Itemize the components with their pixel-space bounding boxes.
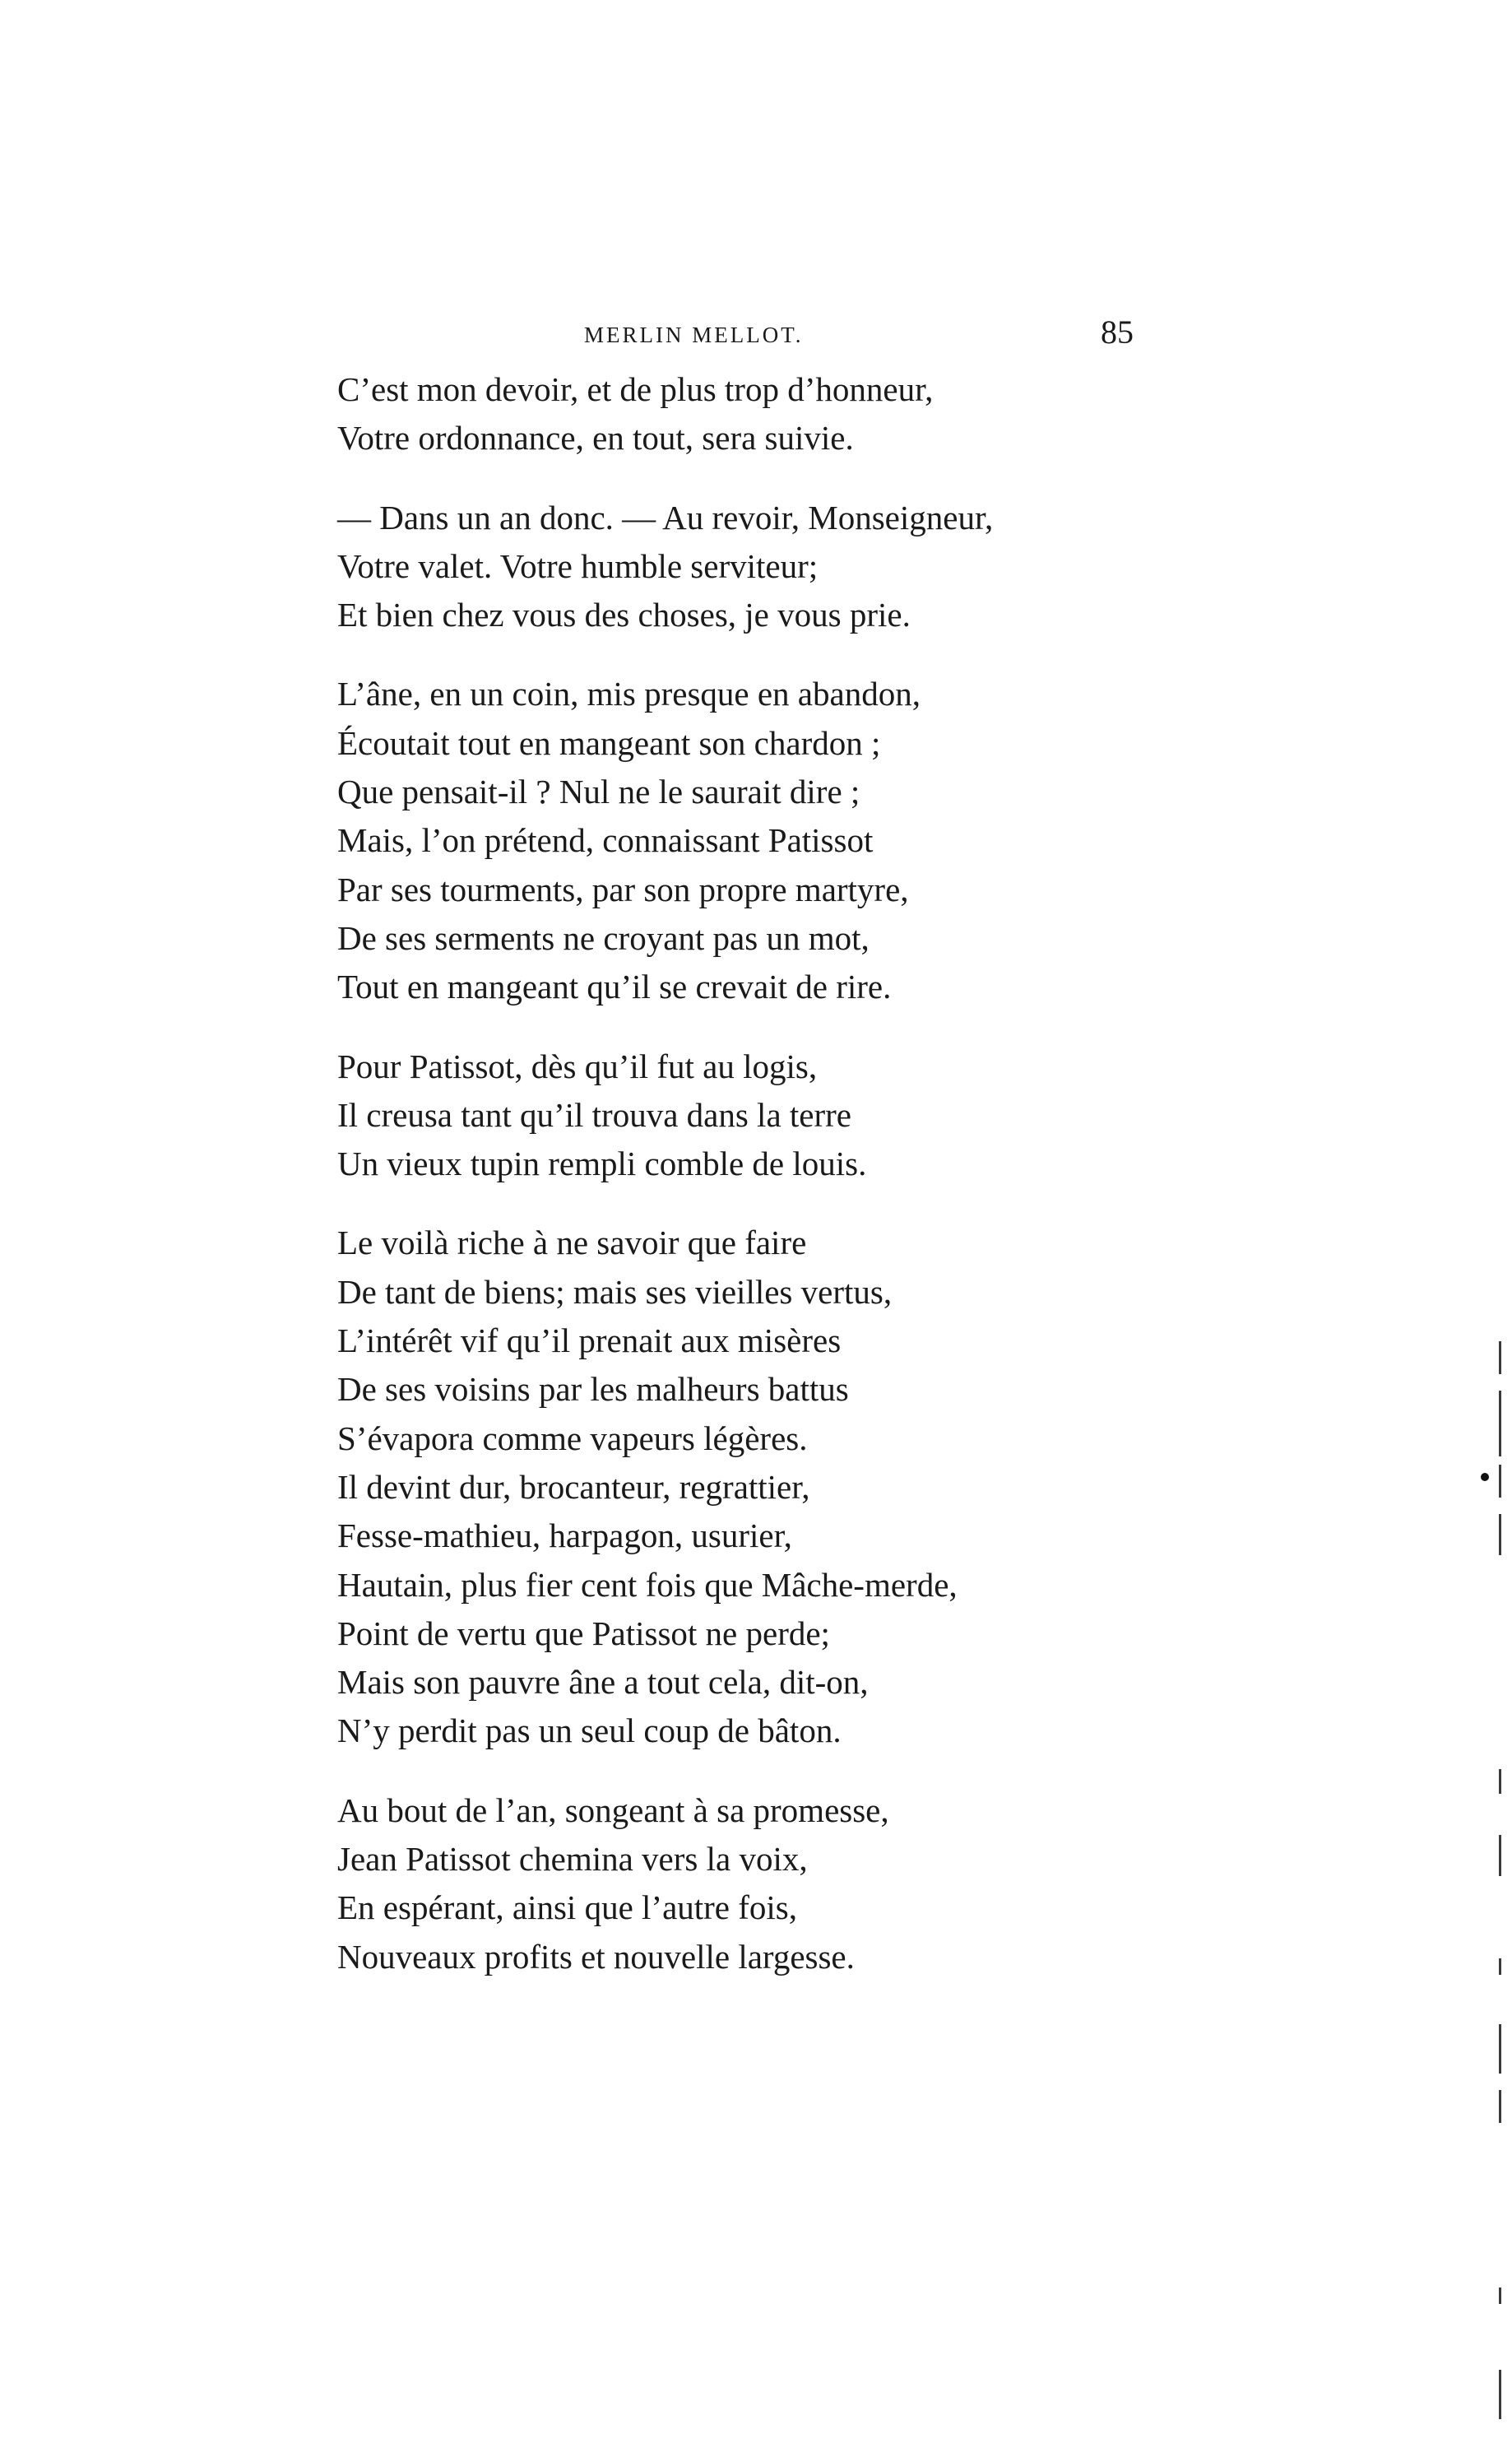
verse-line: Au bout de l’an, songeant à sa promesse,: [337, 1790, 889, 1829]
verse-line: Nouveaux profits et nouvelle largesse.: [337, 1937, 855, 1976]
scan-margin-mark: [1499, 1341, 1501, 1374]
verse-line: De ses voisins par les malheurs battus: [337, 1370, 849, 1409]
scan-margin-mark: [1499, 1391, 1501, 1456]
stanza: [337, 1786, 1160, 1981]
verse-line: C’est mon devoir, et de plus trop d’honneur,: [337, 370, 934, 408]
verse-line: Et bien chez vous des choses, je vous prie.: [337, 596, 911, 634]
verse-line: L’intérêt vif qu’il prenait aux misères: [337, 1321, 842, 1360]
verse-line: Par ses tourments, par son propre martyre,: [337, 870, 909, 908]
scan-margin-mark: [1499, 2287, 1501, 2304]
verse-line: De tant de biens; mais ses vieilles vertus,: [337, 1272, 893, 1311]
verse-line: En espérant, ainsi que l’autre fois,: [337, 1888, 798, 1927]
verse-line: Hautain, plus fier cent fois que Mâche-merde,: [337, 1565, 958, 1604]
scan-margin-mark: [1499, 2090, 1501, 2123]
verse-line: Mais, l’on prétend, connaissant Patissot: [337, 821, 874, 860]
scan-margin-mark: [1499, 1769, 1501, 1794]
scan-margin-mark: [1499, 1465, 1501, 1498]
verse-line: Mais son pauvre âne a tout cela, dit-on,: [337, 1663, 869, 1702]
verse-line: — Dans un an donc. — Au revoir, Monseigneur,: [337, 498, 994, 536]
scan-margin-mark: [1499, 1958, 1501, 1975]
verse-line: N’y perdit pas un seul coup de bâton.: [337, 1712, 842, 1750]
stanza: [337, 1219, 1160, 1755]
verse-line: S’évapora comme vapeurs légères.: [337, 1419, 808, 1457]
running-head: MERLIN MELLOT.: [584, 323, 804, 347]
stanza: [337, 1043, 1160, 1189]
verse-line: Pour Patissot, dès qu’il fut au logis,: [337, 1047, 818, 1085]
scan-margin-mark: [1499, 2370, 1501, 2419]
stanza: [337, 494, 1160, 640]
scan-margin-mark: [1499, 1835, 1501, 1876]
scan-margin-mark: [1499, 2024, 1501, 2074]
verse-line: Fesse-mathieu, harpagon, usurier,: [337, 1516, 792, 1555]
page-number: 85: [1101, 314, 1134, 351]
verse-line: Écoutait tout en mangeant son chardon ;: [337, 723, 881, 762]
scan-margin-dot: [1481, 1473, 1489, 1481]
verse-line: Un vieux tupin rempli comble de louis.: [337, 1145, 867, 1183]
verse-line: Tout en mangeant qu’il se crevait de rire.: [337, 968, 892, 1006]
verse-line: Il creusa tant qu’il trouva dans la terre: [337, 1095, 851, 1134]
verse-line: De ses serments ne croyant pas un mot,: [337, 918, 870, 957]
verse-line: L’âne, en un coin, mis presque en abandon,: [337, 675, 921, 713]
stanza: [337, 365, 1160, 463]
verse-line: Il devint dur, brocanteur, regrattier,: [337, 1467, 810, 1506]
verse-line: Jean Patissot chemina vers la voix,: [337, 1840, 808, 1879]
verse-line: Le voilà riche à ne savoir que faire: [337, 1224, 807, 1262]
scan-margin-mark: [1499, 1514, 1501, 1555]
poem-body: [337, 365, 1160, 2012]
verse-line: Que pensait-il ? Nul ne le saurait dire ;: [337, 773, 860, 811]
verse-line: Votre valet. Votre humble serviteur;: [337, 546, 819, 585]
verse-line: Votre ordonnance, en tout, sera suivie.: [337, 419, 854, 457]
verse-line: Point de vertu que Patissot ne perde;: [337, 1614, 830, 1652]
stanza: [337, 670, 1160, 1011]
